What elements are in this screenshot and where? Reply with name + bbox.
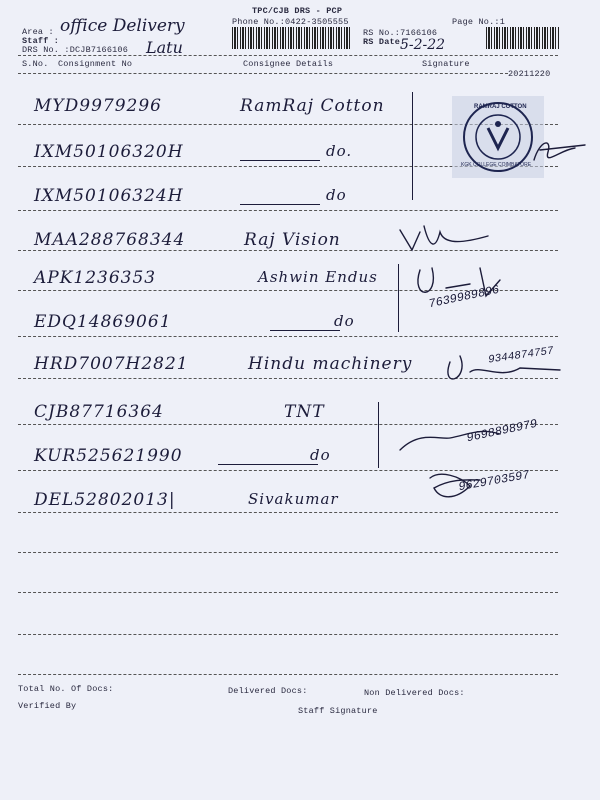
stamp-top-text: RAMRAJ COTTON [474, 104, 527, 110]
consignment-number: KUR525621990 [34, 446, 183, 466]
consignee-name: Sivakumar [248, 490, 339, 508]
date-stamp: 20211220 [508, 69, 551, 79]
document-title: TPC/CJB DRS - PCP [252, 6, 343, 16]
signature-rajvision [400, 226, 488, 250]
consignment-number: MAA288768344 [34, 230, 186, 250]
column-sno: S.No. [22, 59, 49, 69]
consignment-number: APK1236353 [34, 268, 157, 288]
staff-label: Staff : [22, 36, 60, 46]
non-delivered-docs: Non Delivered Docs: [364, 688, 465, 698]
consignee-name: TNT [284, 402, 325, 422]
rs-date-value: 5-2-22 [400, 37, 446, 53]
column-consignee: Consignee Details [243, 59, 334, 69]
handwritten-phone: 7639989896 [427, 282, 501, 312]
handwritten-phone: 9344874757 [487, 345, 555, 367]
consignment-number: DEL52802013| [34, 490, 176, 510]
handwritten-phone: 9698898979 [465, 416, 539, 446]
area-label: Area : [22, 27, 54, 37]
consignee-name: do. [326, 142, 353, 160]
page-number: Page No.:1 [452, 17, 506, 27]
consignment-number: EDQ14869061 [34, 312, 172, 332]
staff-value: Latu [146, 38, 183, 57]
consignee-name: do [334, 312, 355, 330]
rs-number: RS No.:7166106 [363, 28, 438, 38]
rs-date-label: RS Date: [363, 37, 406, 47]
consignee-name: do [310, 446, 331, 464]
phone-number: Phone No.:0422-3505555 [232, 17, 349, 27]
column-signature: Signature [422, 59, 470, 69]
consignee-name: do [326, 186, 347, 204]
delivered-docs: Delivered Docs: [228, 686, 308, 696]
area-value: office Delivery [60, 16, 185, 36]
column-consignment: Consignment No [58, 59, 133, 69]
handwritten-phone: 9629703597 [457, 467, 531, 495]
stamp-bottom-text: KGK COLLEGE COIMBATORE [461, 162, 532, 168]
consignment-number: MYD9979296 [34, 96, 162, 116]
consignment-number: HRD7007H2821 [34, 354, 189, 374]
total-docs: Total No. Of Docs: [18, 684, 114, 694]
consignee-name: RamRaj Cotton [240, 96, 385, 116]
consignment-number: IXM50106320H [34, 142, 184, 162]
consignment-number: IXM50106324H [34, 186, 184, 206]
signature-ramraj [534, 143, 585, 160]
consignee-name: Ashwin Endus [258, 268, 378, 286]
verified-by: Verified By [18, 701, 77, 711]
consignment-number: CJB87716364 [34, 402, 164, 422]
staff-signature: Staff Signature [298, 706, 378, 716]
consignee-name: Raj Vision [244, 230, 341, 250]
drs-number: DRS No. :DCJB7166106 [22, 45, 129, 55]
consignee-name: Hindu machinery [248, 354, 413, 374]
